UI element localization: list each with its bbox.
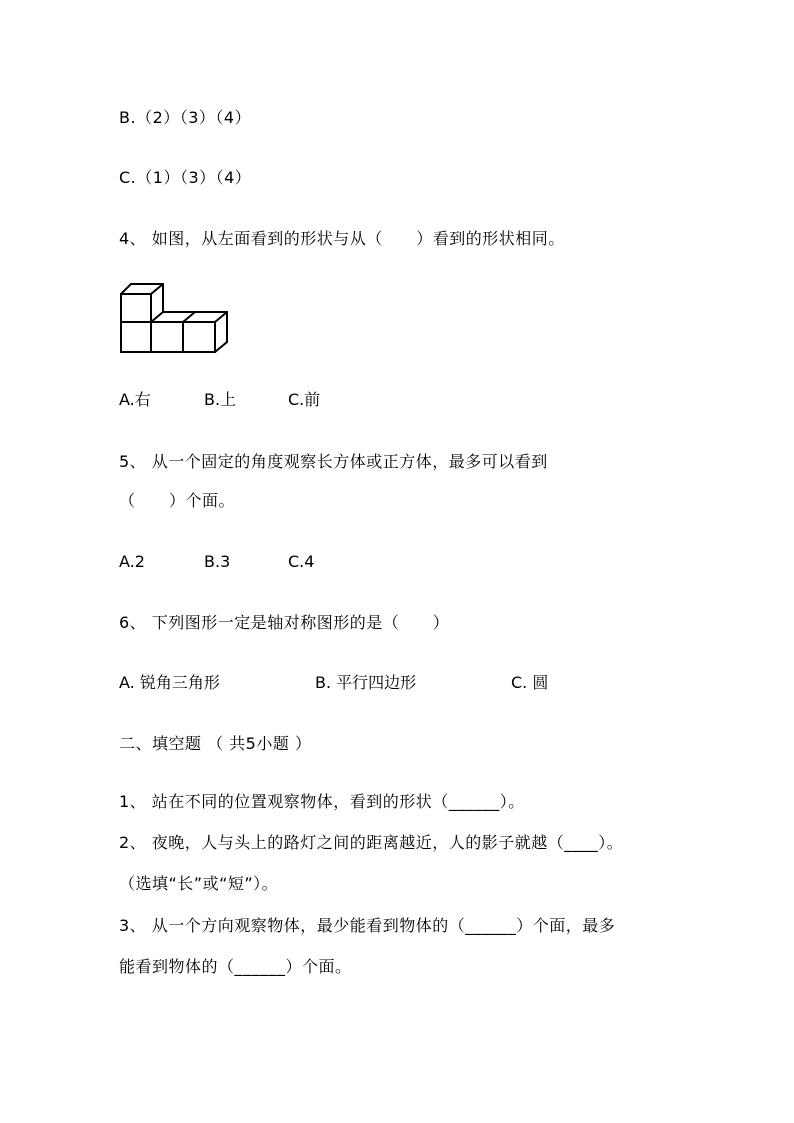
question-6-option-b: B. 平行四边形 [315,673,417,692]
question-5-option-a: A.2 [119,552,145,571]
question-6-option-a: A. 锐角三角形 [119,673,220,692]
question-5-option-c: C.4 [288,552,315,571]
fill-question-3-line-1: 3、 从一个方向观察物体，最少能看到物体的（______）个面，最多 [119,916,616,935]
section-2-heading: 二、填空题 （ 共5小题 ） [119,734,312,753]
question-6-option-c: C. 圆 [511,673,549,692]
fill-question-1: 1、 站在不同的位置观察物体，看到的形状（______）。 [119,792,525,811]
question-5-line-1: 5、 从一个固定的角度观察长方体或正方体，最多可以看到 [119,452,548,471]
fill-question-3-line-2: 能看到物体的（______）个面。 [119,957,352,976]
question-4-option-b: B.上 [204,390,237,409]
question-4-text: 4、 如图，从左面看到的形状与从（ ）看到的形状相同。 [119,229,565,248]
cube-figure [119,282,237,358]
question-3-option-b: B.（2）（3）（4） [119,108,252,127]
fill-question-2-line-2: （选填“长”或“短”）。 [119,874,279,893]
question-4-option-a: A.右 [119,390,151,409]
question-5-line-2: （ ）个面。 [119,491,236,510]
question-4-option-c: C.前 [288,390,321,409]
question-3-option-c: C.（1）（3）（4） [119,168,252,187]
question-6-text: 6、 下列图形一定是轴对称图形的是（ ） [119,613,450,632]
question-5-option-b: B.3 [204,552,231,571]
fill-question-2-line-1: 2、 夜晚，人与头上的路灯之间的距离越近，人的影子就越（____）。 [119,833,624,852]
